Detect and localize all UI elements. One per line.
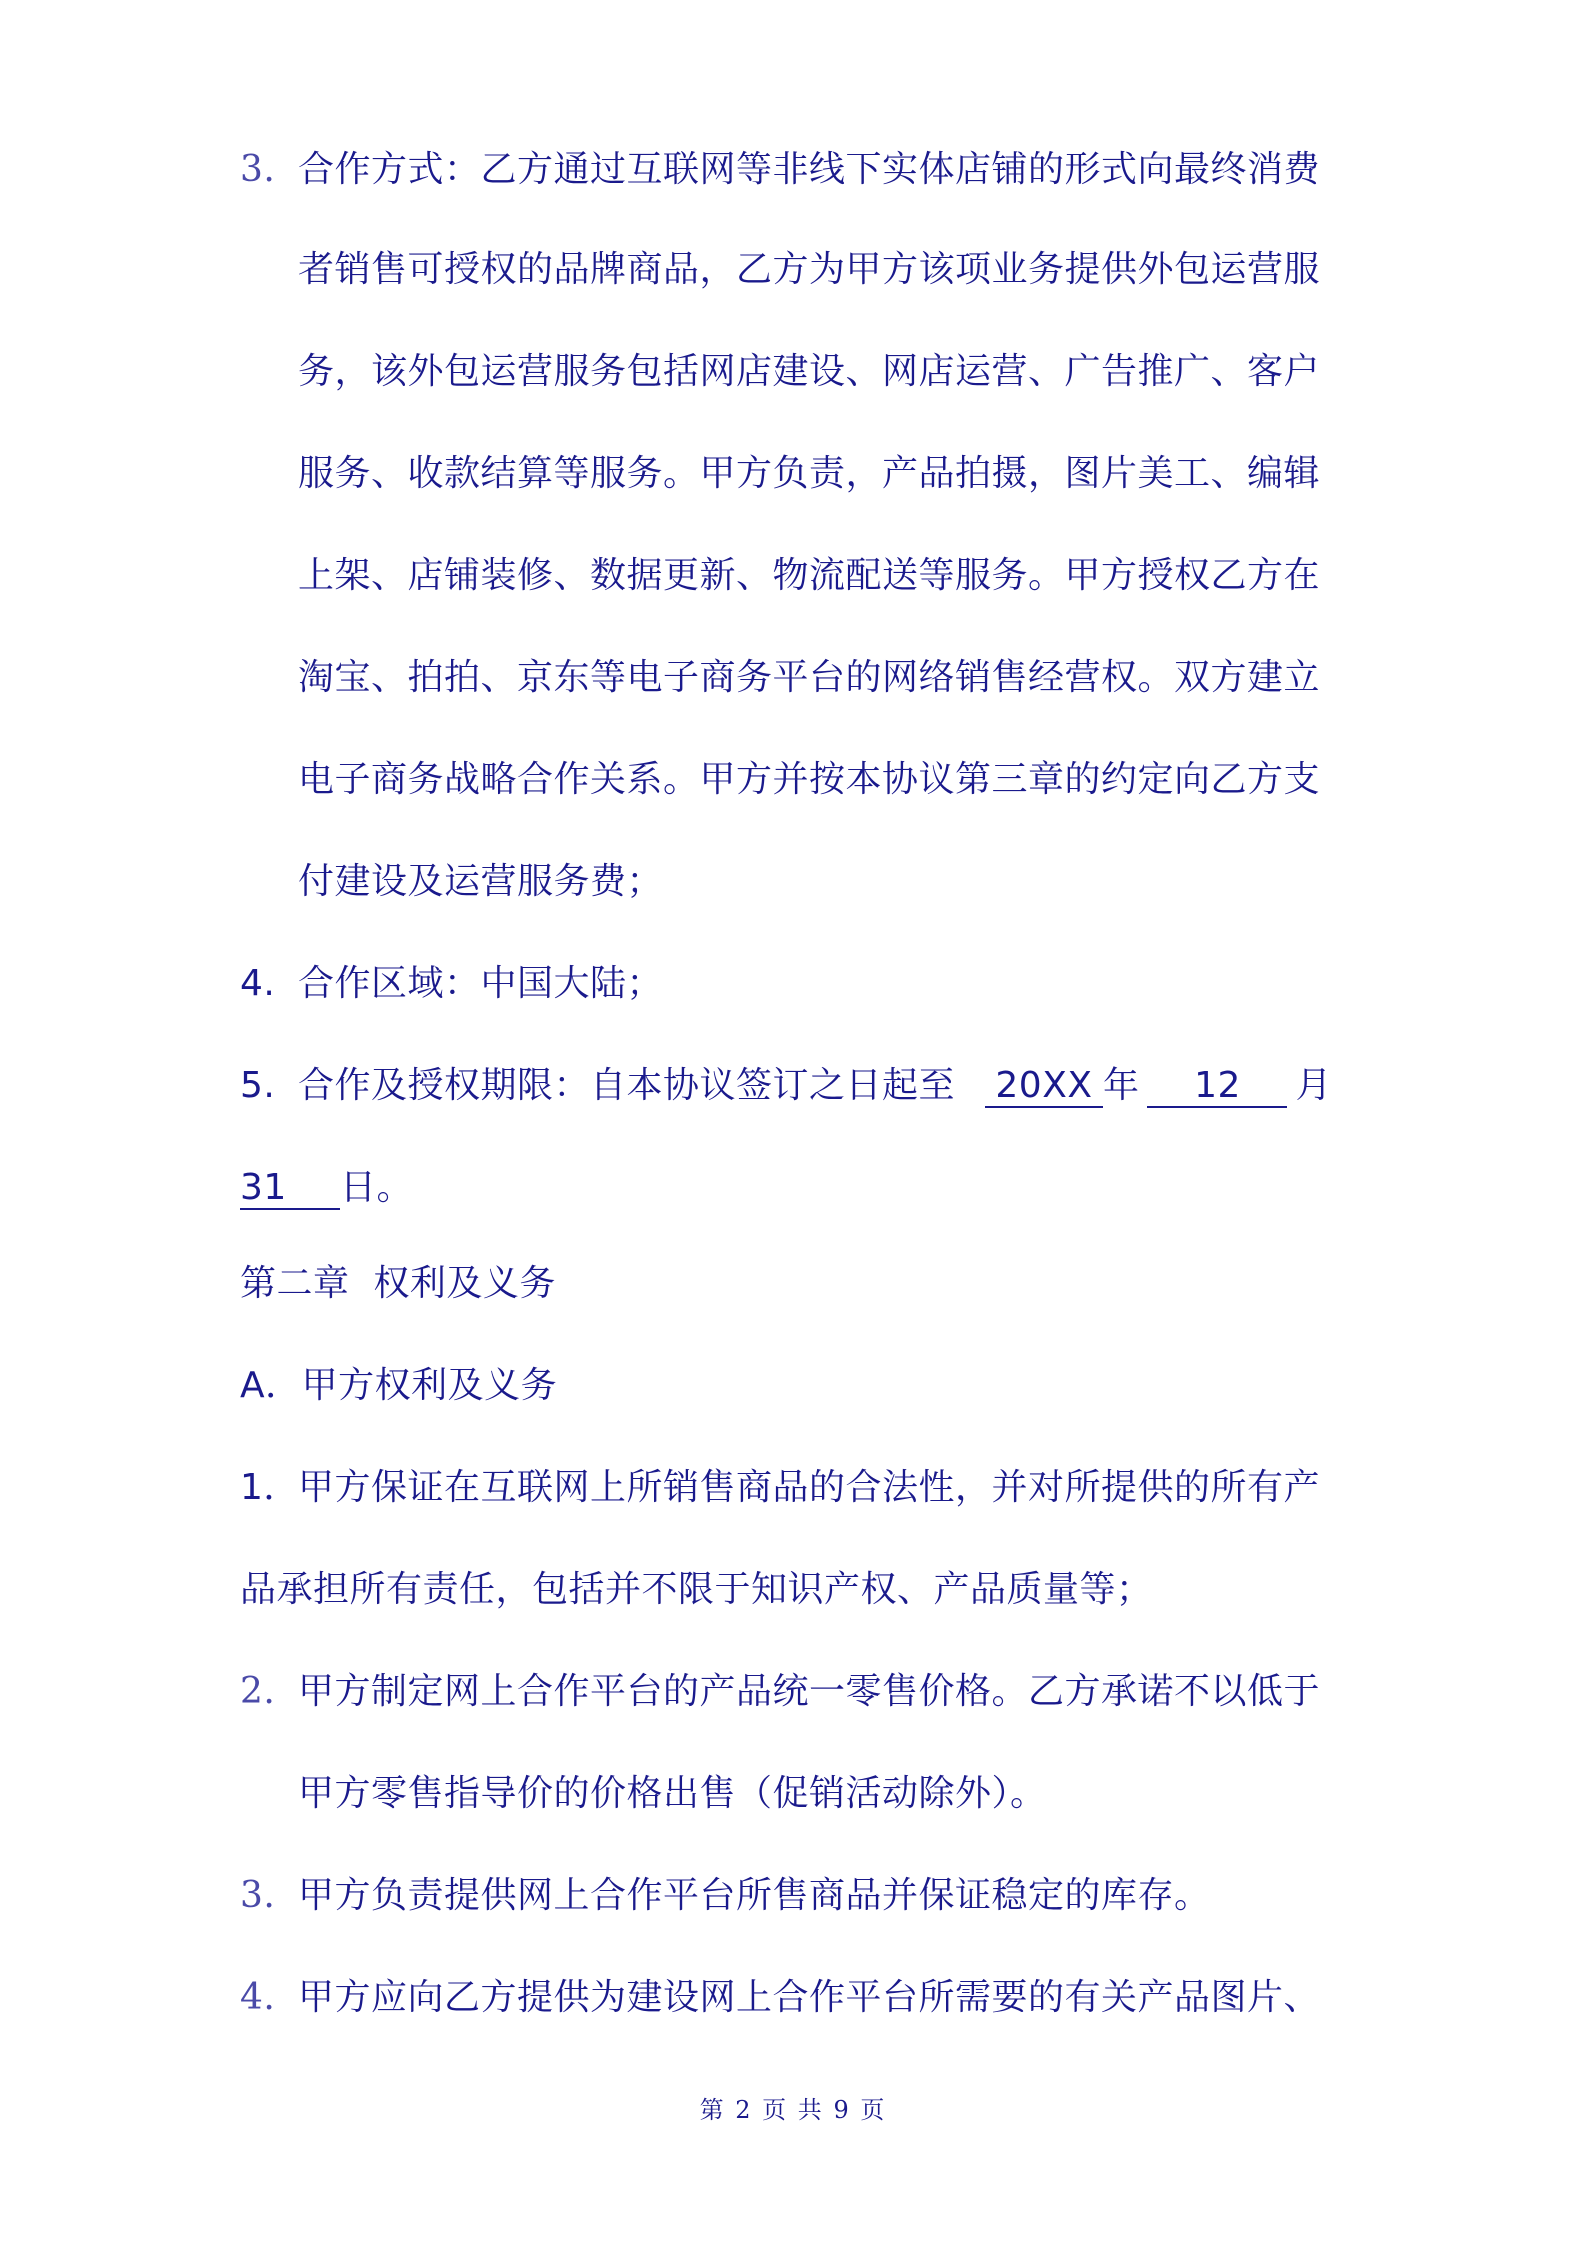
page-footer: 第 2 页 共 9 页 xyxy=(699,2096,887,2124)
a4: 4. 甲方应向乙方提供为建设网上合作平台所需要的有关产品图片、 xyxy=(240,1977,1321,2018)
a2-number: 2. xyxy=(240,1671,276,1712)
item-5-number: 5. xyxy=(240,1065,276,1106)
a4-number: 4. xyxy=(240,1977,276,2018)
a3: 3. 甲方负责提供网上合作平台所售商品并保证稳定的库存。 xyxy=(240,1875,1211,1916)
item-5-line-2: 31 日。 xyxy=(240,1167,414,1208)
item-4-number: 4. xyxy=(240,963,276,1004)
item-3-line-1: 3. 合作方式：乙方通过互联网等非线下实体店铺的形式向最终消费 xyxy=(240,149,1321,190)
a1-line-2: 品承担所有责任，包括并不限于知识产权、产品质量等； xyxy=(240,1569,1153,1610)
day-blank: 31 xyxy=(240,1168,340,1210)
month-blank: 12 xyxy=(1147,1066,1287,1108)
item-3-number: 3. xyxy=(240,149,276,190)
a2-line-2: 甲方零售指导价的价格出售（促销活动除外）。 xyxy=(298,1773,1047,1814)
item-3-line-5: 上架、店铺装修、数据更新、物流配送等服务。甲方授权乙方在 xyxy=(298,555,1321,596)
item-4: 4. 合作区域：中国大陆； xyxy=(240,963,664,1004)
item-3-line-4: 服务、收款结算等服务。甲方负责，产品拍摄，图片美工、编辑 xyxy=(298,453,1321,494)
item-3-line-2: 者销售可授权的品牌商品，乙方为甲方该项业务提供外包运营服 xyxy=(298,249,1321,290)
a1-line-1: 1．甲方保证在互联网上所销售商品的合法性，并对所提供的所有产 xyxy=(240,1467,1321,1508)
chapter-heading: 第二章 权利及义务 xyxy=(240,1263,556,1304)
item-3-line-3: 务，该外包运营服务包括网店建设、网店运营、广告推广、客户 xyxy=(298,351,1321,392)
item-5: 5. 合作及授权期限：自本协议签订之日起至 20XX 年 12 月 xyxy=(240,1065,1332,1106)
section-a-heading: A．甲方权利及义务 xyxy=(240,1365,558,1406)
a3-number: 3. xyxy=(240,1875,276,1916)
item-3-line-6: 淘宝、拍拍、京东等电子商务平台的网络销售经营权。双方建立 xyxy=(298,657,1321,698)
item-3-line-8: 付建设及运营服务费； xyxy=(298,861,664,902)
year-blank: 20XX xyxy=(985,1066,1103,1108)
item-3-line-7: 电子商务战略合作关系。甲方并按本协议第三章的约定向乙方支 xyxy=(298,759,1321,800)
a1-number: 1． xyxy=(240,1467,300,1508)
a2-line-1: 2. 甲方制定网上合作平台的产品统一零售价格。乙方承诺不以低于 xyxy=(240,1671,1321,1712)
